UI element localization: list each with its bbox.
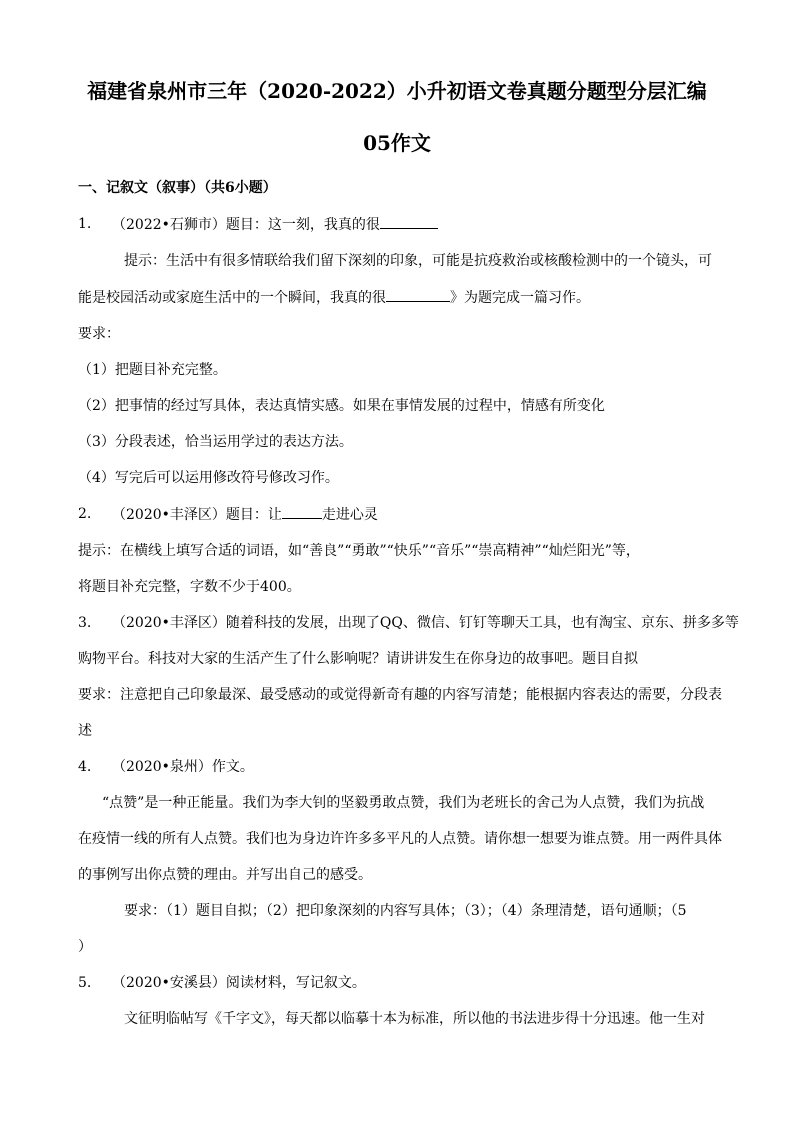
paragraph-line: 文征明临帖写《千字文》，每天都以临摹十本为标准，所以他的书法进步得十分迅速。他一生对 <box>124 1011 705 1027</box>
question-2 <box>78 504 718 525</box>
question-number: 2. <box>78 506 92 522</box>
hint-line: 能是校园活动或家庭生活中的一个瞬间，我真的很 》为题完成一篇习作。 <box>78 287 718 308</box>
question-number: 3. <box>78 615 92 631</box>
requirement-item: （3）分段表述，恰当运用学过的表达方法。 <box>78 434 353 450</box>
hint-line: 提示：生活中有很多情联给我们留下深刻的印象，可能是抗疫救治或核酸检测中的一个镜头，可 <box>124 253 712 269</box>
requirement-item: 述 <box>78 723 92 739</box>
fill-blank <box>386 287 450 302</box>
document-subtitle: 05作文 <box>363 131 431 155</box>
question-text: 购物平台。科技对大家的生活产生了什么影响呢？请讲讲发生在你身边的故事吧。题目自拟 <box>78 651 638 667</box>
requirement-item: （2）把事情的经过写具体，表达真情实感。如果在事情发展的过程中，情感有所变化 <box>78 398 605 414</box>
question-number: 1. <box>78 216 92 232</box>
question-text: （2020•安溪县）阅读材料，写记叙文。 <box>112 975 366 991</box>
question-text: （2020•丰泽区）随着科技的发展，出现了QQ、微信、钉钉等聊天工具，也有淘宝、京东、拼多多等 <box>112 615 739 631</box>
question-text: （2022•石狮市）题目：这一刻，我真的很 <box>112 214 438 235</box>
requirement-item: 要求：注意把自己印象最深、最受感动的或觉得新奇有趣的内容写清楚；能根据内容表达的需要，分段表 <box>78 687 722 703</box>
question-number: 4. <box>78 759 92 775</box>
hint-line: 将题目补充完整，字数不少于400。 <box>78 579 301 595</box>
fill-blank <box>282 504 322 519</box>
question-number: 5. <box>78 975 92 991</box>
question-4 <box>78 757 718 777</box>
requirements-label: 要求： <box>78 326 120 342</box>
question-1 <box>78 214 718 235</box>
section-heading: 一、记叙文（叙事）（共6小题） <box>78 180 277 196</box>
paragraph-line: 在疫情一线的所有人点赞。我们也为身边许许多多平凡的人点赞。请你想一想要为谁点赞。用一两件具体 <box>78 831 722 847</box>
question-text: （2020•泉州）作文。 <box>112 759 254 775</box>
requirement-item: （4）写完后可以运用修改符号修改习作。 <box>78 470 339 486</box>
question-text: （2020•丰泽区）题目：让 走进心灵 <box>112 504 378 525</box>
document-title: 福建省泉州市三年（2020-2022）小升初语文卷真题分题型分层汇编 <box>87 79 707 103</box>
paragraph-line: 的事例写出你点赞的理由。并写出自己的感受。 <box>78 867 372 883</box>
hint-line: 提示：在横线上填写合适的词语，如“善良”“勇敢”“快乐”“音乐”“崇高精神”“灿烂阳光”等， <box>78 543 640 559</box>
requirement-item: ） <box>78 939 92 955</box>
paragraph-line: “点赞”是一种正能量。我们为李大钊的坚毅勇敢点赞，我们为老班长的舍己为人点赞，我们为抗战 <box>102 795 705 811</box>
question-3 <box>78 613 739 633</box>
requirement-item: （1）把题目补充完整。 <box>78 362 227 378</box>
document-body <box>78 178 739 1029</box>
requirement-item: 要求：（1）题目自拟；（2）把印象深刻的内容写具体；（3）；（4）条理清楚，语句通顺；（5 <box>124 903 687 919</box>
fill-blank <box>380 214 438 229</box>
question-5 <box>78 973 718 993</box>
